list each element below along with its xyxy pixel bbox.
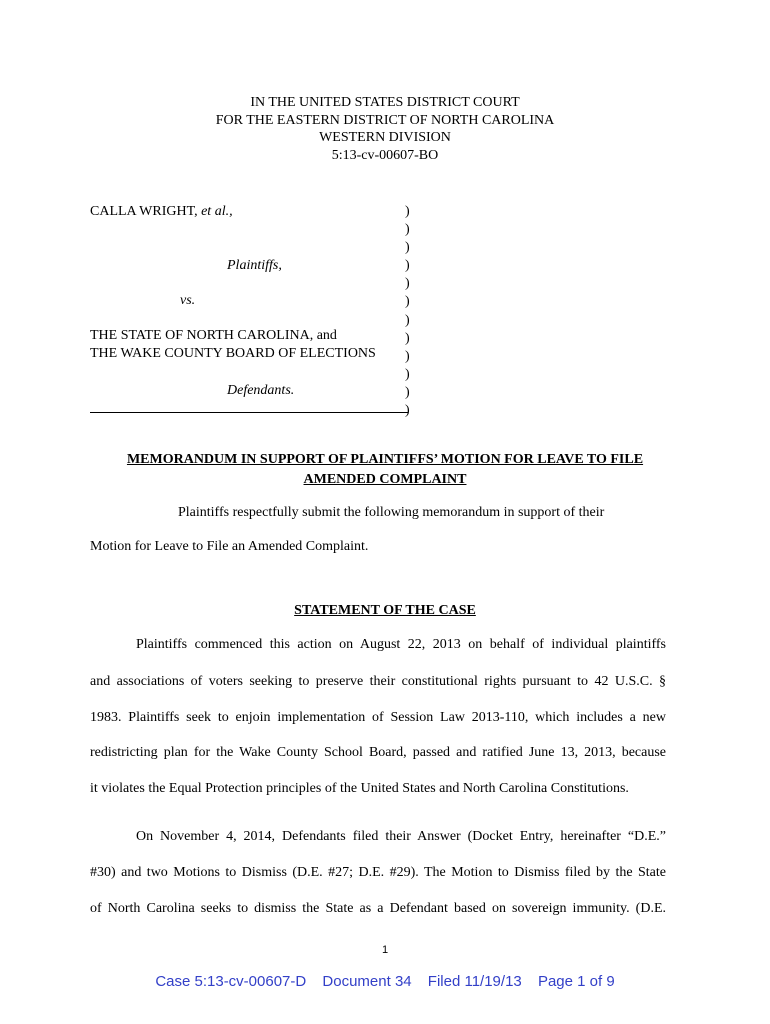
caption-rule bbox=[90, 412, 408, 413]
district-name: FOR THE EASTERN DISTRICT OF NORTH CAROLINA bbox=[215, 112, 555, 128]
paragraph-1-line: 1983. Plaintiffs seek to enjoin implementation of Session Law 2013-110, which includes a new bbox=[90, 710, 666, 725]
paragraph-2-line: of North Carolina seeks to dismiss the State as a Defendant based on sovereign immunity. (D.E. bbox=[90, 901, 666, 916]
footer-filed: Filed 11/19/13 bbox=[427, 973, 522, 990]
plaintiff-name: CALLA WRIGHT, et al., bbox=[90, 204, 233, 219]
document-title bbox=[0, 450, 770, 490]
plaintiffs-label: Plaintiffs, bbox=[227, 258, 282, 273]
court-name: IN THE UNITED STATES DISTRICT COURT bbox=[250, 95, 520, 110]
ecf-footer bbox=[0, 973, 770, 990]
defendant-line-2: THE WAKE COUNTY BOARD OF ELECTIONS bbox=[90, 346, 376, 361]
footer-case: Case 5:13-cv-00607-D bbox=[155, 973, 307, 990]
vs-label: vs. bbox=[180, 293, 196, 308]
paragraph-1-line: Plaintiffs commenced this action on August 22, 2013 on behalf of individual plaintiffs bbox=[136, 637, 666, 652]
paragraph-1-line: redistricting plan for the Wake County School Board, passed and ratified June 13, 2013, because bbox=[90, 745, 666, 760]
footer-document: Document 34 bbox=[322, 973, 412, 990]
section-heading: STATEMENT OF THE CASE bbox=[294, 603, 476, 618]
division-name: WESTERN DIVISION bbox=[319, 130, 451, 145]
case-number: 5:13-cv-00607-BO bbox=[331, 147, 439, 163]
caption-parentheses: ) ) ) ) ) ) ) ) ) ) ) ) bbox=[405, 204, 410, 419]
paragraph-1-line: and associations of voters seeking to preserve their constitutional rights pursuant to 42 U.S.C. § bbox=[90, 674, 666, 689]
footer-page: Page 1 of 9 bbox=[537, 973, 615, 990]
title-line-2: AMENDED COMPLAINT bbox=[303, 472, 467, 487]
title-line-1: MEMORANDUM IN SUPPORT OF PLAINTIFFS’ MOTION FOR LEAVE TO FILE bbox=[126, 452, 644, 467]
defendants-label: Defendants. bbox=[227, 383, 295, 398]
paragraph-1-line: it violates the Equal Protection principles of the United States and North Carolina Constitutions. bbox=[90, 781, 629, 796]
intro-line-2: Motion for Leave to File an Amended Complaint. bbox=[90, 539, 369, 554]
defendant-line-1: THE STATE OF NORTH CAROLINA, and bbox=[90, 328, 337, 343]
paragraph-2-line: #30) and two Motions to Dismiss (D.E. #27; D.E. #29). The Motion to Dismiss filed by the State bbox=[90, 865, 666, 880]
et-al: et al., bbox=[201, 204, 233, 219]
paragraph-2-line: On November 4, 2014, Defendants filed their Answer (Docket Entry, hereinafter “D.E.” bbox=[136, 829, 666, 844]
intro-line-1: Plaintiffs respectfully submit the following memorandum in support of their bbox=[178, 505, 605, 520]
page-number: 1 bbox=[381, 944, 389, 956]
court-header bbox=[0, 94, 770, 164]
